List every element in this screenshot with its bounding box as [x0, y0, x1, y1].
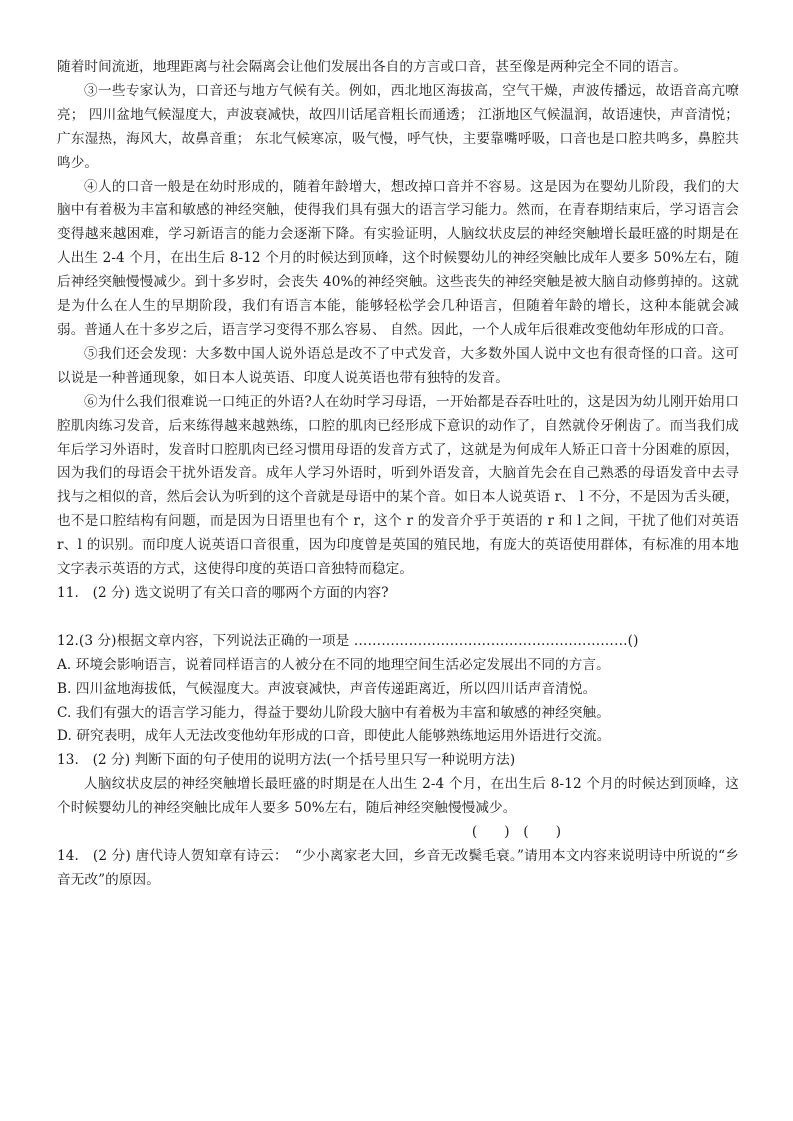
question-12-option-c: C. 我们有强大的语言学习能力，得益于婴幼儿阶段大脑中有着极为丰富和敏感的神经突触。 — [57, 704, 610, 721]
question-13-stem: 13. (2 分) 判断下面的句子使用的说明方法(一个括号里只写一种说明方法) — [57, 752, 516, 769]
passage-paragraph-3: ③一些专家认为，口音还与地方气候有关。例如，西北地区海拔高，空气干燥，声波传播远，故语音高亢嘹亮； 四川盆地气候湿度大，声波衰减快，故四川话尾音粗长而通透； 江浙地区气候温润，故语速快，声音清悦； 广东湿热，海风大，故鼻音重； 东北气候寒凉，吸气慢，呼气快，主要靠嘴呼吸，口音也是口腔共鸣多，鼻腔共鸣少。 — [57, 82, 739, 171]
passage-paragraph-5: ⑤我们还会发现：大多数中国人说外语总是改不了中式发音，大多数外国人说中文也有很奇怪的口音。这可以说是一种普通现象，如日本人说英语、印度人说英语也带有独特的发音。 — [57, 345, 739, 386]
question-12-option-a: A. 环境会影响语言，说着同样语言的人被分在不同的地理空间生活必定发展出不同的方言。 — [57, 656, 610, 673]
passage-paragraph-6: ⑥为什么我们很难说一口纯正的外语?人在幼时学习母语，一开始都是吞吞吐吐的，这是因为幼儿刚开始用口腔肌肉练习发音，后来练得越来越熟练，口腔的肌肉已经形成下意识的动作了，自然就伶牙俐齿了。而当我们成年后学习外语时，发音时口腔肌肉已经习惯用母语的发音方式了，这就是为何成年人矫正口音十分困难的原因，因为我们的母语会干扰外语发音。成年人学习外语时，听到外语发音，大脑首先会在自己熟悉的母语发音中去寻找与之相似的音，然后会认为听到的这个音就是母语中的某个音。如日本人说英语 r、 l 不分，不是因为舌头硬，也不是口腔结构有问题，而是因为日语里也有个 r，这个 r 的发音介乎于英语的 r 和 l 之间，干扰了他们对英语 r、l 的识别。而印度人说英语口音很重，因为印度曾是英国的殖民地，有庞大的英语使用群体，有标准的用本地文字表示英语的方式，这使得印度的英语口音独特而稳定。 — [57, 393, 739, 578]
passage-paragraph-2-tail: 随着时间流逝，地理距离与社会隔离会让他们发展出各自的方言或口音，甚至像是两种完全不同的语言。 — [57, 59, 687, 75]
question-12-stem: 12.(3 分)根据文章内容，下列说法正确的一项是 ……………………………………………………() — [57, 632, 639, 649]
question-11: 11. (2 分) 选文说明了有关口音的哪两个方面的内容? — [57, 584, 389, 601]
question-12-option-d: D. 研究表明，成年人无法改变他幼年形成的口音，即使此人能够熟练地运用外语进行交流。 — [57, 728, 611, 745]
passage-paragraph-4: ④人的口音一般是在幼时形成的，随着年龄增大，想改掉口音并不容易。这是因为在婴幼儿阶段，我们的大脑中有着极为丰富和敏感的神经突触，使得我们具有强大的语言学习能力。然而，在青春期结束后，学习语言会变得越来越困难，学习新语言的能力会逐渐下降。有实验证明，人脑纹状皮层的神经突触增长最旺盛的时期是在人出生 2-4 个月，在出生后 8-12 个月的时候达到顶峰，这个时候婴幼儿的神经突触比成年人要多 50%左右，随后神经突触慢慢减少。到十多岁时，会丧失 40%的神经突触。这些丧失的神经突触是被大脑自动修剪掉的。这就是为什么在人生的早期阶段，我们有语言本能，能够轻松学会几种语言，但随着年龄的增长，这种本能就会减弱。普通人在十多岁之后，语言学习变得不那么容易、 自然。因此，一个人成年后很难改变他幼年形成的口音。 — [57, 178, 739, 338]
exam-page — [57, 56, 739, 893]
question-13-quote: 人脑纹状皮层的神经突触增长最旺盛的时期是在人出生 2-4 个月，在出生后 8-12 个月的时候达到顶峰，这个时候婴幼儿的神经突触比成年人要多 50%左右，随后神经突触慢慢减少。 — [57, 776, 739, 817]
question-12-option-b: B. 四川盆地海拔低，气候湿度大。声波衰减快，声音传递距离近，所以四川话声音清悦。 — [57, 680, 597, 697]
question-14: 14. (2 分) 唐代诗人贺知章有诗云： “少小离家老大回，乡音无改鬓毛衰。”请用本文内容来说明诗中所说的“乡音无改”的原因。 — [57, 848, 739, 888]
question-13-answer-blanks: ( ) ( ) — [471, 824, 561, 841]
answer-space-11 — [57, 606, 739, 630]
